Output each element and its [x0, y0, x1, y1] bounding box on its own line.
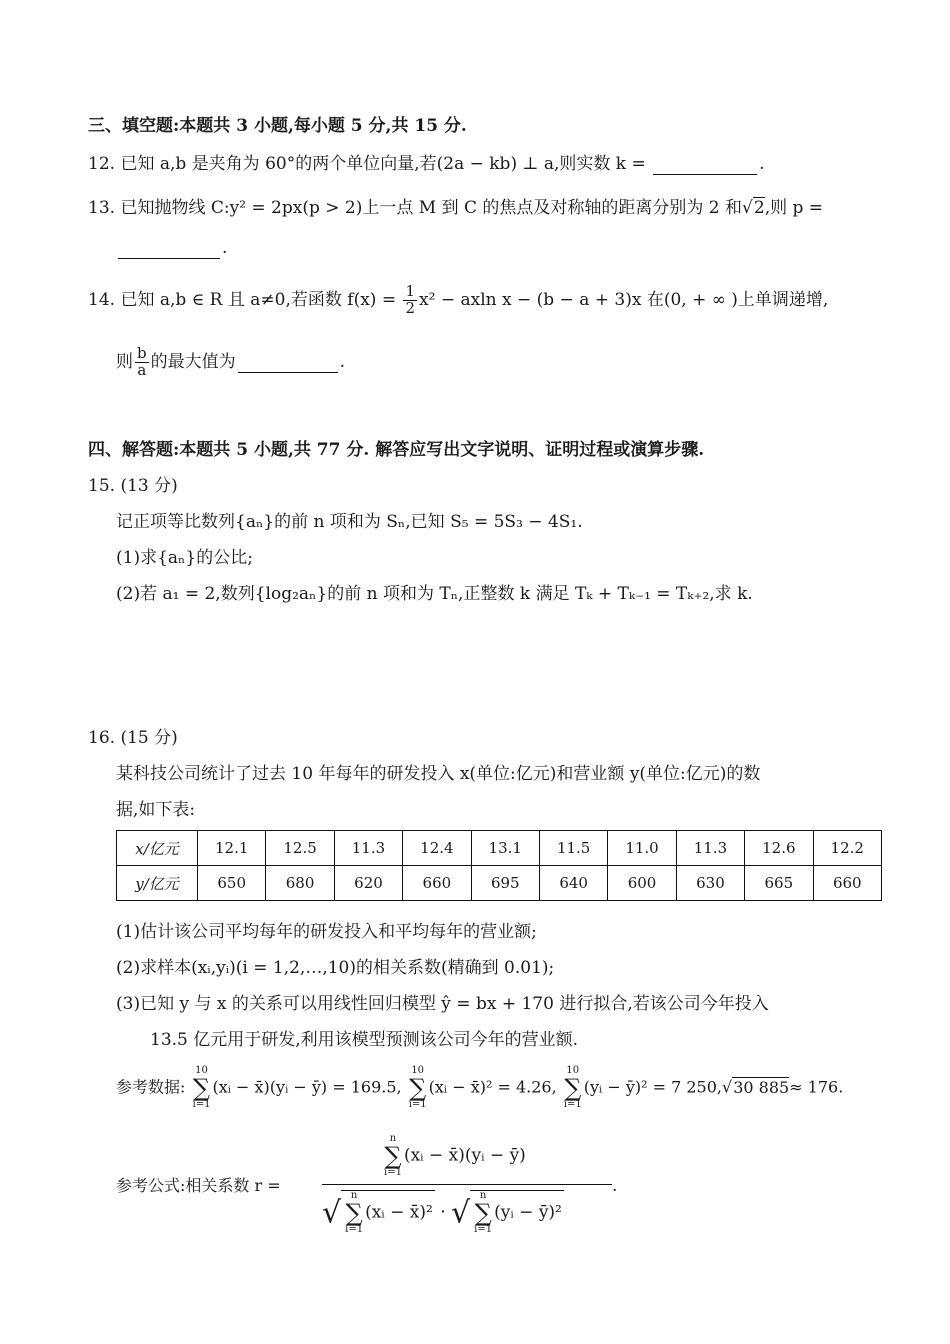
sigma-den-left	[345, 1191, 363, 1235]
table-cell: 620	[334, 866, 402, 901]
q14-answer-blank[interactable]	[238, 352, 338, 373]
sqrt-sign: √	[721, 1077, 733, 1097]
q14-fraction	[403, 284, 417, 317]
sigma-symbol: ∑	[409, 1074, 427, 1102]
q16-stem-line1: 某科技公司统计了过去 10 年每年的研发投入 x(单位:亿元)和营业额 y(单位:亿元)的数	[116, 764, 761, 784]
sigma-lower: i=1	[384, 1167, 402, 1178]
sigma-lower: i=1	[474, 1224, 493, 1235]
q14-text-b: x² − axln x − (b − a + 3)x 在(0, + ∞ )上单调递增,	[419, 289, 829, 310]
den-left-term: (xᵢ − x̄)²	[365, 1202, 433, 1223]
q14-end: .	[339, 351, 346, 372]
sigma-lower: i=1	[192, 1099, 211, 1110]
q14-ratio-fraction	[135, 346, 149, 379]
sigma-symbol: ∑	[564, 1074, 582, 1102]
table-row-y	[117, 866, 882, 901]
sigma-upper: n	[389, 1133, 397, 1144]
den-right-term: (yᵢ − ȳ)²	[494, 1202, 562, 1223]
table-header-y: y/亿元	[117, 866, 198, 901]
q16-part1: (1)估计该公司平均每年的研发投入和平均每年的营业额;	[116, 922, 537, 942]
ref-term-1: (xᵢ − x̄)(yᵢ − ȳ) = 169.5,	[212, 1077, 402, 1097]
question-13-line2	[116, 238, 227, 259]
q15-number: 15. (13 分)	[88, 476, 178, 496]
q13-end: .	[222, 238, 228, 258]
table-cell: 12.4	[403, 831, 471, 866]
q16-part2: (2)求样本(xᵢ,yᵢ)(i = 1,2,…,10)的相关系数(精确到 0.01);	[116, 958, 555, 978]
table-row-x	[117, 831, 882, 866]
fraction-bar	[322, 1184, 612, 1185]
formula-numerator	[382, 1134, 526, 1178]
table-cell: 600	[608, 866, 676, 901]
sigma-symbol: ∑	[192, 1074, 211, 1102]
sigma-den-right	[474, 1191, 492, 1235]
question-14	[88, 284, 828, 317]
q16-number: 16. (15 分)	[88, 728, 178, 748]
q16-part3-line1: (3)已知 y 与 x 的关系可以用线性回归模型 ŷ = bx + 170 进行拟合,若该公司今年投入	[116, 994, 769, 1014]
table-header-x: x/亿元	[117, 831, 198, 866]
table-cell: 650	[198, 866, 266, 901]
table-cell: 11.0	[608, 831, 676, 866]
question-12	[88, 154, 765, 175]
q12-number: 12.	[88, 154, 116, 174]
table-cell: 12.1	[198, 831, 266, 866]
q14-ratio-num: b	[137, 344, 147, 362]
sigma-upper: 10	[195, 1065, 208, 1076]
table-cell: 665	[745, 866, 813, 901]
table-cell: 660	[403, 866, 471, 901]
q14-line2-b: 的最大值为	[150, 351, 236, 372]
ref-term-2: (xᵢ − x̄)² = 4.26,	[428, 1077, 557, 1097]
sigma-lower: i=1	[563, 1099, 582, 1110]
sigma-3	[564, 1066, 582, 1110]
q14-line2-a: 则	[116, 351, 133, 372]
q16-stem-line2: 据,如下表:	[116, 800, 196, 820]
sigma-symbol: ∑	[345, 1199, 363, 1227]
data-table	[116, 830, 882, 901]
sigma-lower: i=1	[408, 1099, 427, 1110]
q14-frac-den: 2	[405, 298, 416, 317]
ref-formula-label: 参考公式:相关系数 r =	[116, 1176, 281, 1195]
sigma-upper: n	[350, 1190, 358, 1201]
table-cell: 11.5	[539, 831, 607, 866]
table-cell: 695	[471, 866, 539, 901]
section3-heading: 三、填空题:本题共 3 小题,每小题 5 分,共 15 分.	[88, 116, 467, 136]
formula-denominator	[322, 1190, 564, 1235]
sigma-symbol: ∑	[384, 1142, 402, 1170]
q13-number: 13.	[88, 198, 116, 218]
q15-stem: 记正项等比数列{aₙ}的前 n 项和为 Sₙ,已知 S₅ = 5S₃ − 4S₁.	[116, 512, 583, 532]
sigma-symbol: ∑	[474, 1199, 492, 1227]
table-cell: 660	[813, 866, 881, 901]
q15-part2: (2)若 a₁ = 2,数列{log₂aₙ}的前 n 项和为 Tₙ,正整数 k 满足 Tₖ + Tₖ₋₁ = Tₖ₊₂,求 k.	[116, 584, 753, 604]
section4-heading: 四、解答题:本题共 5 小题,共 77 分. 解答应写出文字说明、证明过程或演算步骤.	[88, 440, 705, 460]
q14-frac-num: 1	[405, 282, 416, 300]
table-cell: 11.3	[334, 831, 402, 866]
sigma-num	[384, 1134, 402, 1178]
radical-right: √	[451, 1195, 471, 1231]
q12-end: .	[759, 154, 765, 174]
table-cell: 680	[266, 866, 334, 901]
question-14-line2	[116, 346, 345, 379]
q12-answer-blank[interactable]	[653, 154, 757, 175]
den-left-group	[341, 1190, 435, 1235]
q15-part1: (1)求{aₙ}的公比;	[116, 548, 253, 568]
den-dot: ·	[440, 1202, 446, 1223]
question-13	[88, 198, 823, 218]
table-cell: 640	[539, 866, 607, 901]
sigma-upper: 10	[411, 1065, 425, 1076]
q16-part3-line2: 13.5 亿元用于研发,利用该模型预测该公司今年的营业额.	[150, 1030, 579, 1050]
table-cell: 13.1	[471, 831, 539, 866]
sigma-2	[409, 1066, 427, 1110]
table-cell: 12.5	[266, 831, 334, 866]
reference-data	[116, 1066, 843, 1110]
table-cell: 12.2	[813, 831, 881, 866]
den-right-group	[470, 1190, 564, 1235]
q13-text-b: ,则 p =	[764, 198, 824, 218]
radical-left: √	[322, 1195, 342, 1231]
numerator-term: (xᵢ − x̄)(yᵢ − ȳ)	[403, 1145, 526, 1166]
q13-text-a: 已知抛物线 C:y² = 2px(p > 2)上一点 M 到 C 的焦点及对称轴的距离分别为 2 和	[120, 198, 743, 218]
q14-ratio-den: a	[137, 360, 147, 379]
q14-number: 14.	[88, 289, 116, 310]
q13-sqrt-sign: √	[742, 198, 753, 218]
ref-sqrt-value: 30 885	[733, 1077, 790, 1097]
sigma-lower: i=1	[345, 1224, 364, 1235]
ref-approx: ≈ 176.	[789, 1077, 844, 1097]
q14-text-a: 已知 a,b ∈ R 且 a≠0,若函数 f(x) =	[120, 289, 397, 310]
q12-text: 已知 a,b 是夹角为 60°的两个单位向量,若(2a − kb) ⊥ a,则实数 k =	[120, 154, 646, 174]
table-cell: 11.3	[676, 831, 744, 866]
sigma-upper: 10	[566, 1065, 580, 1076]
sigma-1	[193, 1066, 211, 1110]
formula-end: .	[612, 1176, 618, 1196]
sigma-upper: n	[479, 1190, 487, 1201]
ref-term-3: (yᵢ − ȳ)² = 7 250,	[583, 1077, 722, 1097]
ref-data-label: 参考数据:	[116, 1077, 186, 1097]
q13-answer-blank[interactable]	[118, 238, 220, 259]
table-cell: 12.6	[745, 831, 813, 866]
table-cell: 630	[676, 866, 744, 901]
q13-sqrt-value: 2	[753, 198, 765, 218]
